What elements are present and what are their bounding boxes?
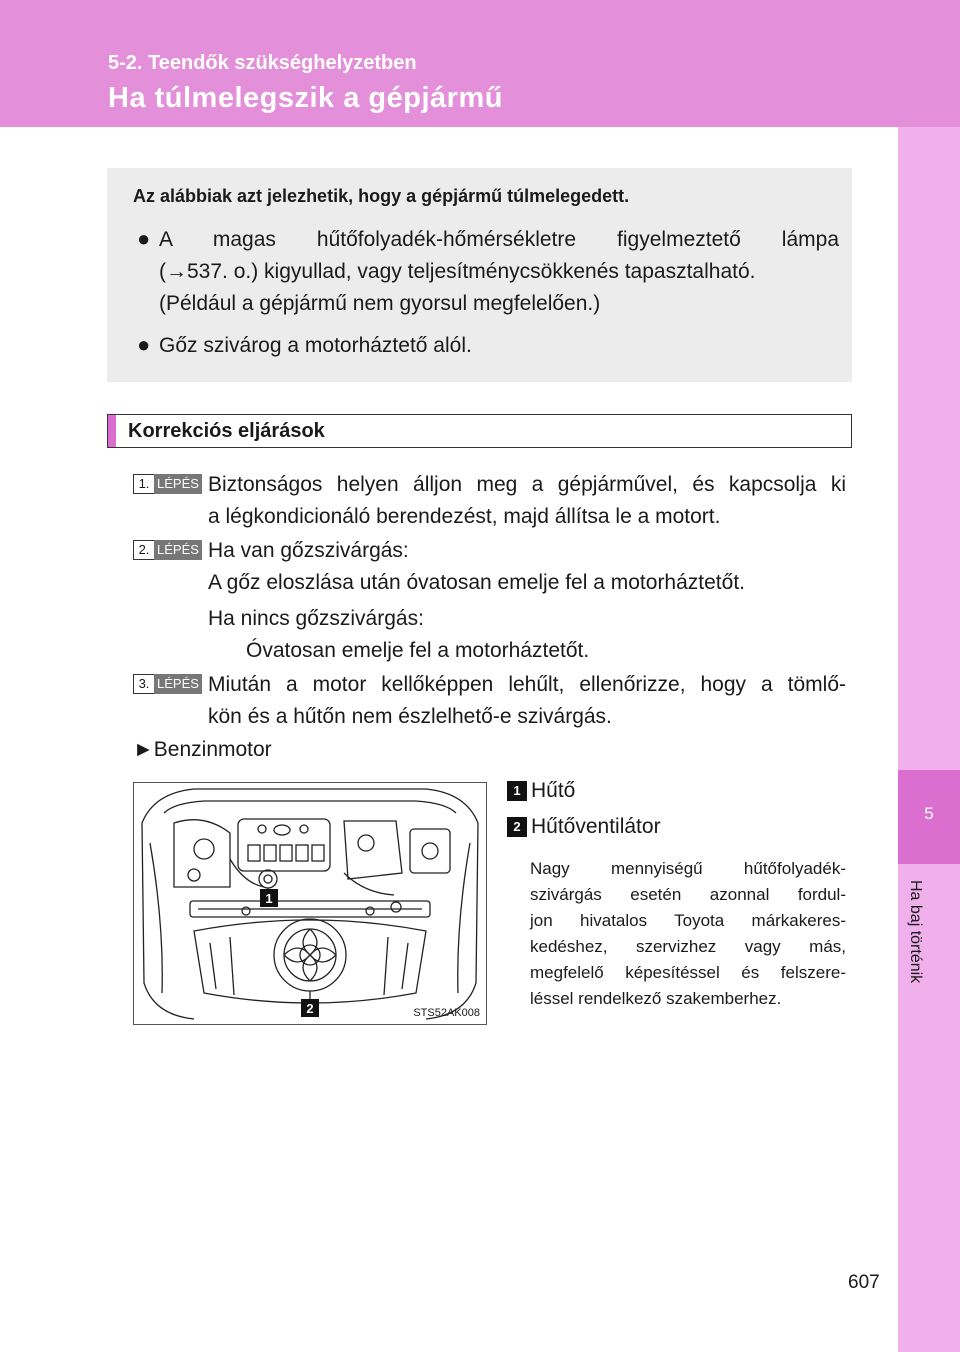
symptom-text xyxy=(159,330,839,362)
step-line: Miután a motor kellőképpen lehűlt, ellenőrizze, hogy a tömlő- xyxy=(208,673,846,696)
symptom-line: Gőz szivárog a motorháztető alól. xyxy=(159,334,472,357)
section-label: 5-2. Teendők szükséghelyzetben xyxy=(108,52,417,74)
symptom-text xyxy=(159,224,839,320)
engine-bay-figure xyxy=(133,782,487,1025)
legend-item-fan xyxy=(507,815,661,839)
step-1-text xyxy=(208,469,846,533)
step-line: Ha nincs gőzszivárgás: xyxy=(208,607,424,630)
chapter-side-tab xyxy=(898,127,960,1352)
legend-number: 1 xyxy=(507,781,527,801)
symptom-line: (→537. o.) kigyullad, vagy teljesítménycsökkenés tapasztalható. xyxy=(159,260,756,283)
symptom-line: (Például a gépjármű nem gyorsul megfelelően.) xyxy=(159,292,601,315)
legend-number: 2 xyxy=(507,817,527,837)
note-line: megfelelő képesítéssel és felszere- xyxy=(530,963,846,982)
step-line: kön és a hűtőn nem észlelhető-e szivárgás. xyxy=(208,705,612,728)
symptom-line: A magas hűtőfolyadék-hőmérsékletre figyelmeztető lámpa xyxy=(159,228,839,251)
step-line: Biztonságos helyen álljon meg a gépjárművel, és kapcsolja ki xyxy=(208,473,846,496)
legend-label: Hűtőventilátor xyxy=(531,815,661,838)
section-heading-text: Korrekciós eljárások xyxy=(128,420,325,442)
symptom-item xyxy=(137,224,839,320)
legend-item-radiator xyxy=(507,779,575,803)
section-heading-bar xyxy=(108,415,116,447)
step-number: 1. xyxy=(133,474,154,494)
step-line: A gőz eloszlása után óvatosan emelje fel a motorháztetőt. xyxy=(208,571,745,594)
chapter-number-box xyxy=(898,770,960,864)
page-header xyxy=(0,0,960,127)
note-line: Nagy mennyiségű hűtőfolyadék- xyxy=(530,859,846,878)
step-2-text-alt xyxy=(208,603,589,667)
step-word: LÉPÉS xyxy=(154,674,202,694)
symptoms-heading: Az alábbiak azt jelezhetik, hogy a gépjármű túlmelegedett. xyxy=(133,186,630,206)
figure-code: STS52AK008 xyxy=(413,1007,480,1019)
step-2-badge xyxy=(133,540,203,560)
chapter-label: Ha baj történik xyxy=(907,880,924,984)
step-3-badge xyxy=(133,674,203,694)
note-line: jon hivatalos Toyota márkakeres- xyxy=(530,911,846,930)
bullet-icon: ● xyxy=(137,226,151,251)
step-word: LÉPÉS xyxy=(154,474,202,494)
step-word: LÉPÉS xyxy=(154,540,202,560)
symptom-item xyxy=(137,330,839,362)
step-line: a légkondicionáló berendezést, majd állítsa le a motort. xyxy=(208,505,721,528)
step-2-text xyxy=(208,535,745,599)
step-number: 2. xyxy=(133,540,154,560)
note-line: kedéshez, szervizhez vagy más, xyxy=(530,937,846,956)
step-number: 3. xyxy=(133,674,154,694)
chapter-number: 5 xyxy=(924,804,934,823)
legend-label: Hűtő xyxy=(531,779,576,802)
note-line: léssel rendelkező szakemberhez. xyxy=(530,989,782,1008)
engine-type-label: ►Benzinmotor xyxy=(133,738,272,761)
callout-2-label: 2 xyxy=(306,1001,314,1016)
page-number: 607 xyxy=(848,1272,880,1293)
callout-1-label: 1 xyxy=(265,891,273,906)
note-line: szivárgás esetén azonnal fordul- xyxy=(530,885,846,904)
engine-bay-illustration xyxy=(134,783,486,1024)
step-line: Ha van gőzszivárgás: xyxy=(208,539,409,562)
bullet-icon: ● xyxy=(137,332,151,357)
step-line: Óvatosan emelje fel a motorháztetőt. xyxy=(246,639,590,662)
step-1-badge xyxy=(133,474,203,494)
symptoms-box xyxy=(107,168,852,382)
coolant-leak-note xyxy=(530,856,846,1012)
step-3-text xyxy=(208,669,846,733)
page-title: Ha túlmelegszik a gépjármű xyxy=(108,82,503,114)
section-heading xyxy=(107,414,852,448)
